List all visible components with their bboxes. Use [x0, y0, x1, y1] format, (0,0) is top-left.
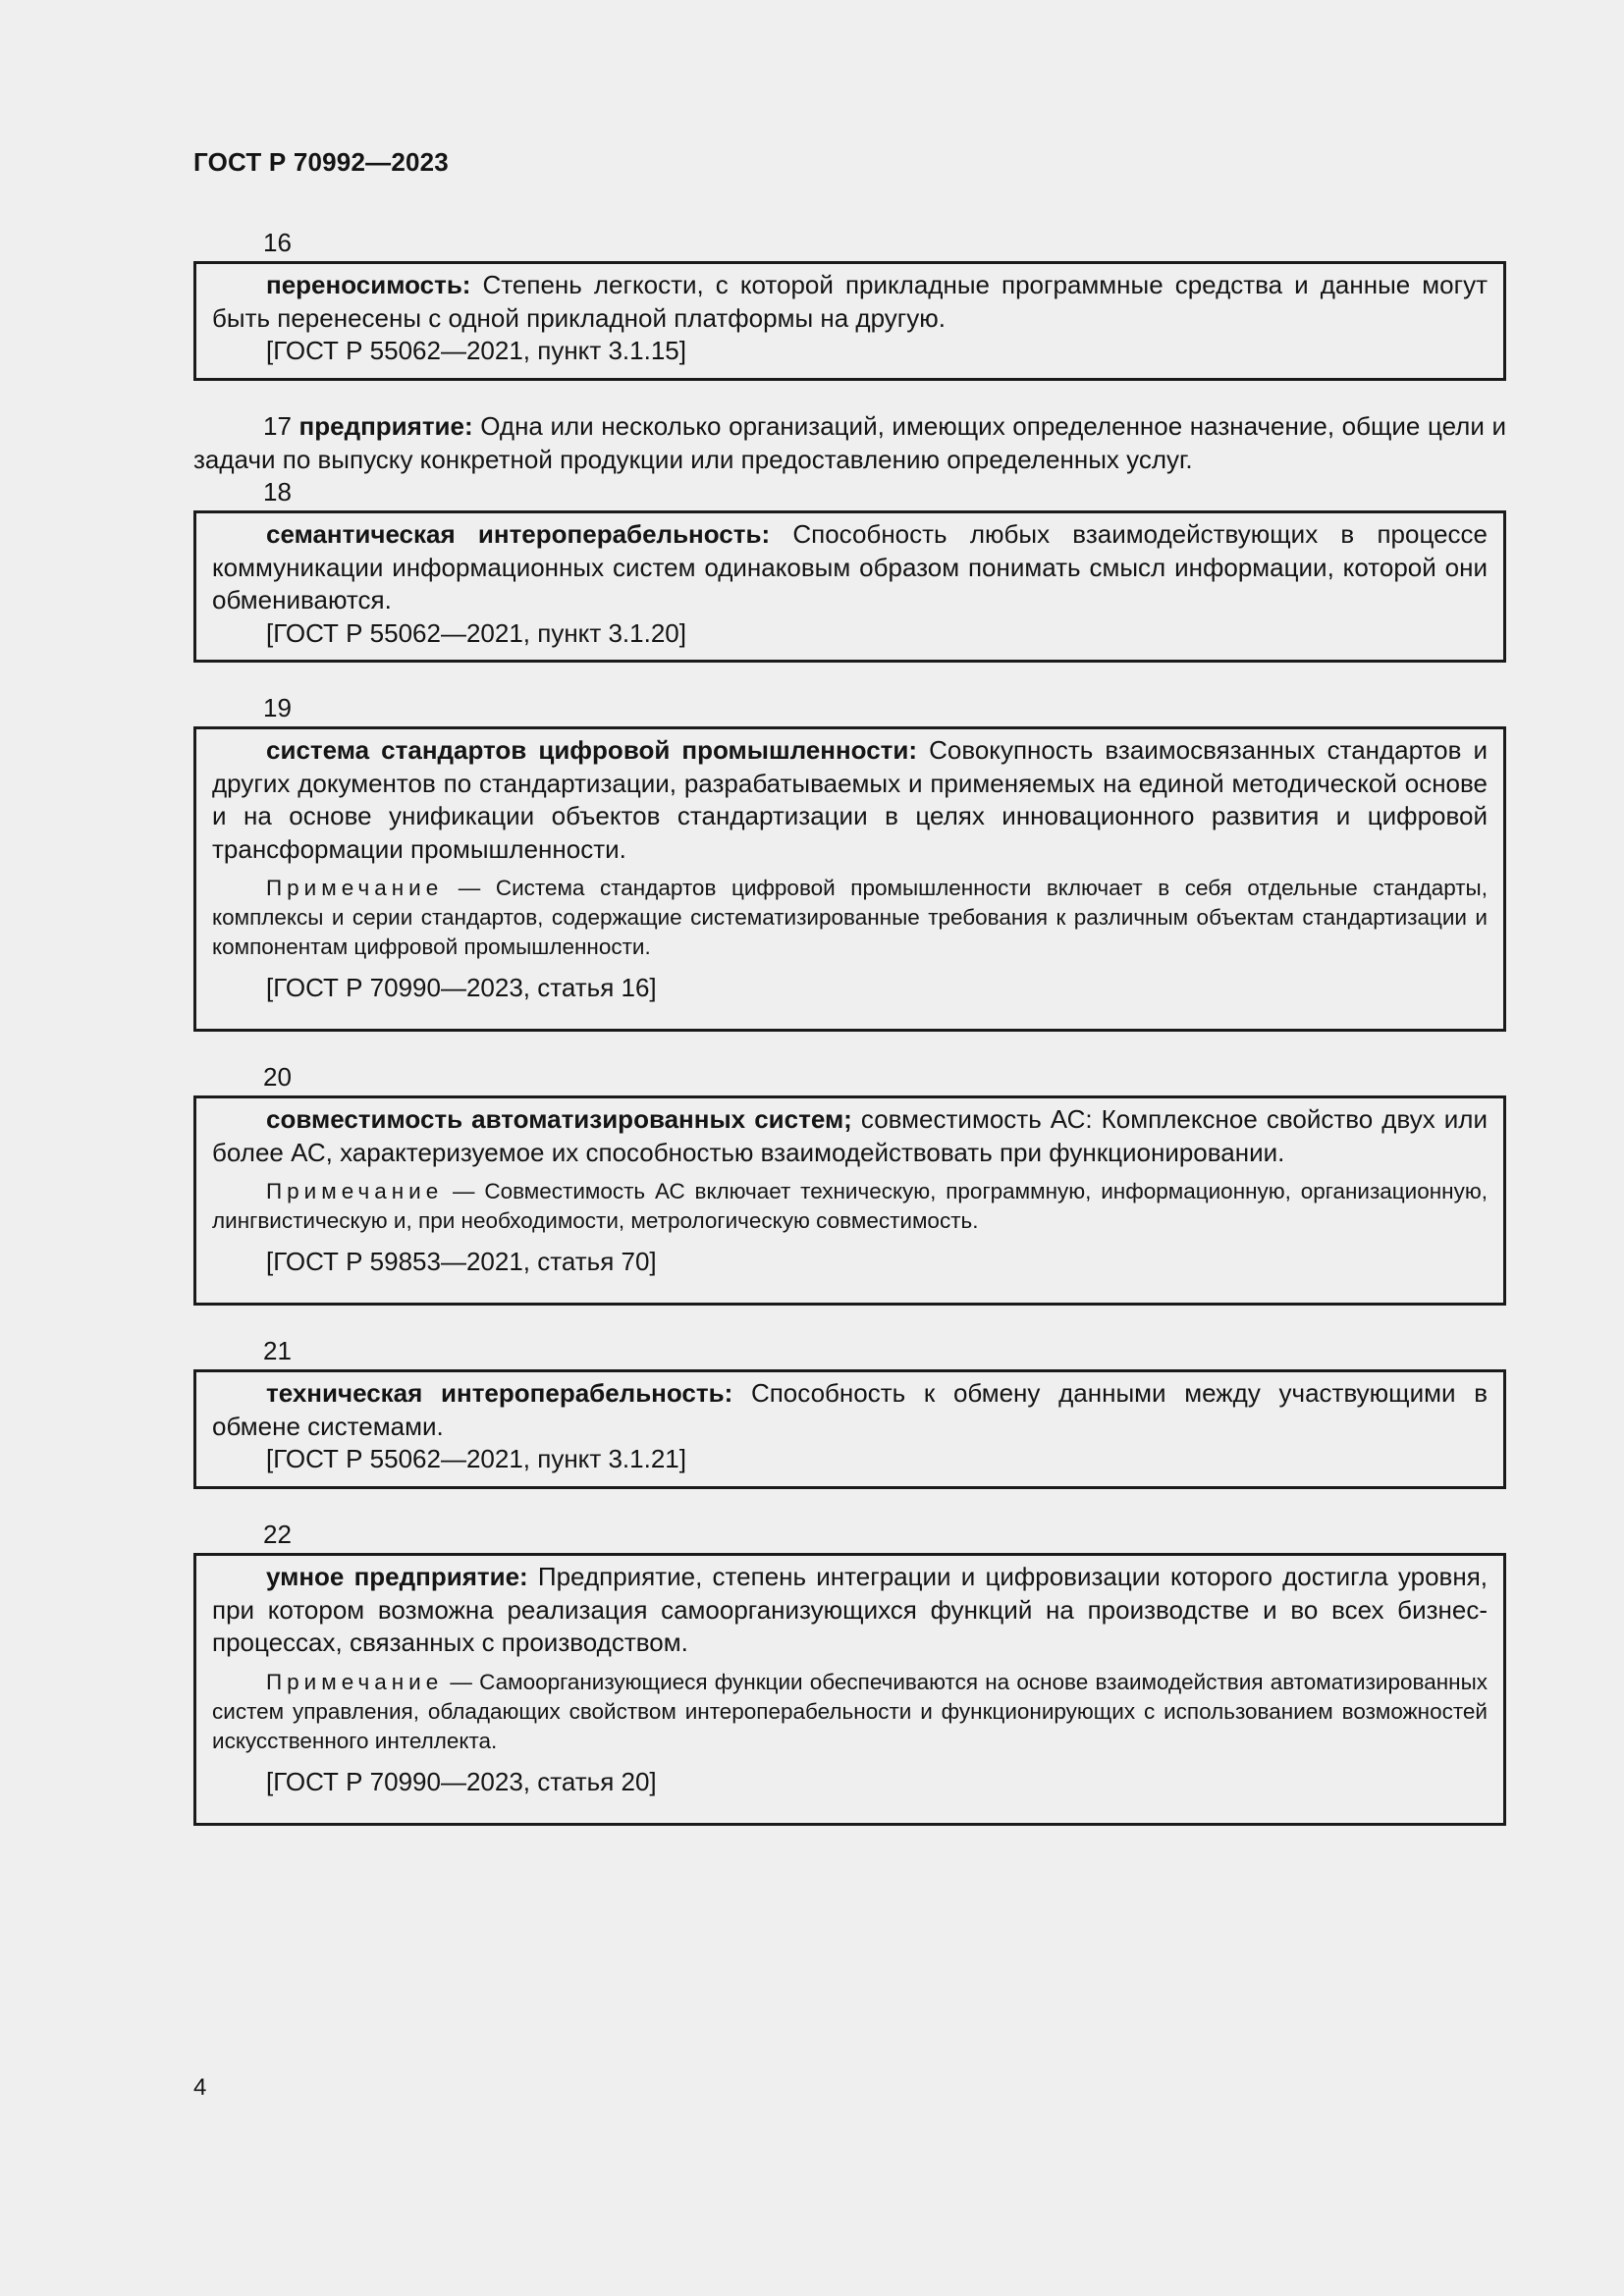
definition-text-18: Способность любых взаимодействующих в процессе коммуникации информационных систем одинаковым образом понимать смысл информации, которой они обмениваются. [212, 519, 1488, 614]
source-ref-21: [ГОСТ Р 55062—2021, пункт 3.1.21] [266, 1444, 686, 1473]
document-code-header: ГОСТ Р 70992—2023 [193, 147, 449, 177]
term-22: умное предприятие: [266, 1562, 528, 1591]
term-21: техническая интероперабельность: [266, 1378, 733, 1408]
note-label-20: Примечание [266, 1179, 444, 1203]
source-ref-19: [ГОСТ Р 70990—2023, статья 16] [266, 973, 657, 1002]
entry-number-17: 17 [263, 411, 292, 441]
definition-text-16: Степень легкости, с которой прикладные программные средства и данные могут быть перенесены с одной прикладной платформы на другую. [212, 270, 1488, 333]
term-box-20 [193, 1095, 1506, 1306]
entry-number-16: 16 [263, 228, 292, 257]
page-number: 4 [193, 2074, 207, 2101]
definition-text-22: Предприятие, степень интеграции и цифровизации которого достигла уровня, при котором возможна реализация самоорганизующихся функций на производстве и во всех бизнес-процессах, связанных с производством. [212, 1562, 1489, 1657]
term-box-18 [193, 510, 1506, 663]
definition-20 [212, 1103, 1488, 1169]
entry-number-19: 19 [263, 693, 292, 722]
note-19 [212, 874, 1488, 962]
definition-text-20: совместимость АС: Комплексное свойство двух или более АС, характеризуемое их способностью взаимодействовать при функционировании. [212, 1104, 1488, 1167]
note-label-19: Примечание [266, 876, 444, 900]
note-20 [212, 1177, 1488, 1236]
definition-21 [212, 1377, 1488, 1443]
note-22 [212, 1668, 1488, 1756]
note-text-19: — Система стандартов цифровой промышленности включает в себя отдельные стандарты, комплексы и серии стандартов, содержащие систематизированные требования к различным объектам стандартизации и компонентам цифровой промышленности. [212, 876, 1488, 959]
source-ref-20: [ГОСТ Р 59853—2021, статья 70] [266, 1247, 657, 1276]
source-ref-16: [ГОСТ Р 55062—2021, пункт 3.1.15] [266, 336, 686, 365]
term-box-21 [193, 1369, 1506, 1489]
definition-text-21: Способность к обмену данными между участвующими в обмене системами. [212, 1378, 1488, 1441]
term-box-19 [193, 726, 1506, 1032]
note-label-22: Примечание [266, 1669, 444, 1694]
term-box-22 [193, 1553, 1506, 1826]
entry-number-18: 18 [263, 477, 292, 507]
entry-number-20: 20 [263, 1062, 292, 1092]
definition-text-17: Одна или несколько организаций, имеющих определенное назначение, общие цели и задачи по выпуску конкретной продукции или предоставлению определенных услуг. [193, 411, 1506, 474]
entry-number-22: 22 [263, 1520, 292, 1549]
definition-17 [193, 409, 1506, 476]
definition-19 [212, 734, 1488, 866]
definition-16 [212, 269, 1488, 335]
term-19: система стандартов цифровой промышленности: [266, 735, 918, 765]
term-17: предприятие: [298, 411, 473, 441]
entry-number-21: 21 [263, 1336, 292, 1365]
term-box-16 [193, 261, 1506, 381]
source-ref-18: [ГОСТ Р 55062—2021, пункт 3.1.20] [266, 617, 686, 648]
definition-22 [212, 1561, 1488, 1660]
definition-text-19: Совокупность взаимосвязанных стандартов и других документов по стандартизации, разрабатываемых и применяемых на единой методической основе и на основе унификации объектов стандартизации в целях инновационного развития и цифровой трансформации промышленности. [212, 735, 1489, 864]
term-20: совместимость автоматизированных систем; [266, 1104, 852, 1134]
note-text-20: — Совместимость АС включает техническую, программную, информационную, организационную, лингвистическую и, при необходимости, метрологическую совместимость. [212, 1179, 1488, 1233]
definition-18 [212, 518, 1488, 617]
term-18: семантическая интероперабельность: [266, 519, 771, 549]
note-text-22: — Самоорганизующиеся функции обеспечиваются на основе взаимодействия автоматизированных систем управления, обладающих свойством интероперабельности и функционирующих с использованием возможностей искусственного интеллекта. [212, 1669, 1488, 1753]
source-ref-22: [ГОСТ Р 70990—2023, статья 20] [266, 1766, 657, 1796]
term-16: переносимость: [266, 270, 471, 299]
